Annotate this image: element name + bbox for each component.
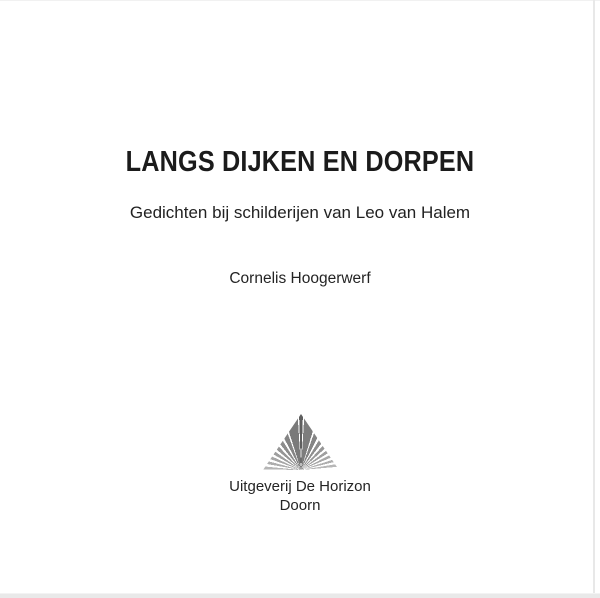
page-edge-shadow-top [0, 0, 600, 1]
author-name: Cornelis Hoogerwerf [229, 270, 371, 287]
sunrise-rays-triangle-icon [263, 414, 339, 470]
page-subtitle: Gedichten bij schilderijen van Leo van Halem [129, 203, 471, 222]
publisher-name: Uitgeverij De Horizon [229, 478, 371, 495]
page-title: LANGS DIJKEN EN DORPEN [125, 146, 475, 178]
page-edge-shadow-bottom [0, 593, 600, 598]
page-edge-shadow-right [593, 0, 595, 598]
publisher-city: Doorn [279, 497, 321, 514]
publisher-imprint [0, 477, 600, 515]
